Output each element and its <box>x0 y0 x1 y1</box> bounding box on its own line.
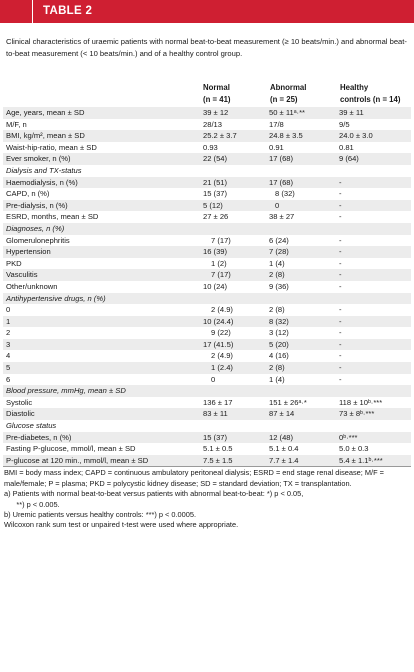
cell-normal: 2 (4.9) <box>211 305 233 315</box>
cell-healthy-controls: 39 ± 11 <box>339 108 364 117</box>
row-label: Glomerulonephritis <box>6 235 70 245</box>
cell-healthy-controls: - <box>339 339 342 349</box>
row-label: Hypertension <box>6 247 51 257</box>
cell-healthy-controls: - <box>339 247 342 257</box>
row-label: Diastolic <box>6 409 35 419</box>
cell-normal: 7.5 ± 1.5 <box>203 455 233 465</box>
cell-abnormal: 7.7 ± 1.4 <box>269 455 299 465</box>
cell-abnormal: 9 (36) <box>269 281 289 291</box>
cell-abnormal: 8 (32) <box>275 189 295 199</box>
cell-healthy-controls <box>339 420 409 432</box>
cell-abnormal: 1 (4) <box>269 374 285 384</box>
cell-healthy-controls: - <box>339 351 342 361</box>
table-row <box>3 235 411 247</box>
cell-normal: 2 (4.9) <box>211 351 233 361</box>
table-row <box>3 443 411 455</box>
table-row <box>3 188 411 200</box>
cell-abnormal: 17 (68) <box>269 177 294 187</box>
row-label: Pre-dialysis, n (%) <box>6 200 68 210</box>
cell-normal <box>203 385 269 397</box>
cell-healthy-controls: - <box>339 363 342 373</box>
header-normal-line2: (n = 41) <box>203 94 231 104</box>
cell-healthy-controls: 9/5 <box>339 119 350 129</box>
cell-healthy-controls: 73 ± 8ᵇ·*** <box>339 409 375 419</box>
cell-abnormal: 2 (8) <box>269 270 285 280</box>
row-label: Vasculitis <box>6 270 38 280</box>
table-body <box>3 107 411 466</box>
table-row <box>3 281 411 293</box>
row-label: Glucose status <box>6 421 57 431</box>
cell-normal: 9 (22) <box>211 328 231 338</box>
cell-abnormal: 50 ± 11ᵃ·** <box>269 108 305 117</box>
cell-normal: 0 <box>211 374 216 384</box>
cell-abnormal <box>269 293 339 305</box>
cell-normal <box>203 293 269 305</box>
table-footnotes <box>0 467 414 530</box>
cell-normal: 27 ± 26 <box>203 212 229 222</box>
cell-abnormal: 17/8 <box>269 119 284 129</box>
header-mark <box>10 0 33 23</box>
cell-healthy-controls <box>339 223 409 235</box>
row-label: Blood pressure, mmHg, mean ± SD <box>6 386 126 396</box>
cell-abnormal: 5.1 ± 0.4 <box>269 444 299 454</box>
table-row <box>3 130 411 142</box>
cell-healthy-controls: - <box>339 200 342 210</box>
table-row <box>3 107 411 119</box>
row-label: 2 <box>6 328 11 338</box>
cell-normal: 16 (39) <box>203 247 228 257</box>
table-header-bar <box>0 0 414 23</box>
footnote: Wilcoxon rank sum test or unpaired t-test were used where appropriate. <box>4 520 239 530</box>
cell-abnormal: 3 (12) <box>269 328 289 338</box>
cell-abnormal: 4 (16) <box>269 351 289 361</box>
cell-normal: 17 (41.5) <box>203 339 234 349</box>
table-row <box>3 142 411 154</box>
cell-abnormal: 1 (4) <box>269 258 285 268</box>
row-label: Dialysis and TX-status <box>6 165 82 175</box>
row-label: M/F, n <box>6 119 27 129</box>
cell-abnormal <box>269 385 339 397</box>
table-row <box>3 374 411 386</box>
footnote: BMI = body mass index; CAPD = continuous ambulatory peritoneal dialysis; ESRD = end stage renal disease; M/F = male/female; P = plasma; PKD = polycystic kidney disease; SD = standard deviation; TX = transplantation. <box>4 468 387 488</box>
cell-normal: 15 (37) <box>203 432 228 442</box>
table-title: TABLE 2 <box>43 5 93 17</box>
cell-healthy-controls: - <box>339 258 342 268</box>
header-healthy-controls <box>340 82 410 105</box>
cell-normal: 7 (17) <box>211 270 231 280</box>
table-row <box>3 408 411 420</box>
cell-abnormal <box>269 223 339 235</box>
table-row <box>3 397 411 409</box>
cell-normal: 21 (51) <box>203 177 228 187</box>
table-row <box>3 200 411 212</box>
row-label: 3 <box>6 339 11 349</box>
cell-normal <box>203 165 269 177</box>
table-row <box>3 304 411 316</box>
cell-abnormal <box>269 420 339 432</box>
cell-normal: 0.93 <box>203 142 218 152</box>
table <box>0 72 414 466</box>
header-label-column <box>3 82 203 105</box>
cell-healthy-controls: - <box>339 305 342 315</box>
footnote: b) Uremic patients versus healthy controls: ***) p < 0.0005. <box>4 510 197 520</box>
cell-healthy-controls <box>339 385 409 397</box>
cell-normal: 10 (24.4) <box>203 316 234 326</box>
cell-normal: 83 ± 11 <box>203 409 228 419</box>
row-label: 1 <box>6 316 11 326</box>
table-row <box>3 258 411 270</box>
table-row <box>3 177 411 189</box>
header-abnormal-line1: Abnormal <box>270 83 307 92</box>
cell-healthy-controls: - <box>339 270 342 280</box>
table-row <box>3 246 411 258</box>
header-healthy-line1: Healthy <box>340 83 369 92</box>
table-row <box>3 455 411 467</box>
cell-abnormal: 8 (32) <box>269 316 289 326</box>
header-abnormal <box>269 82 340 105</box>
cell-normal: 10 (24) <box>203 281 228 291</box>
table-row <box>3 350 411 362</box>
footnote: a) Patients with normal beat-to-beat versus patients with abnormal beat-to-beat: *) p < 0.05, <box>4 489 304 499</box>
cell-normal: 28/13 <box>203 119 223 129</box>
cell-abnormal <box>269 165 339 177</box>
row-label: Ever smoker, n (%) <box>6 154 71 164</box>
cell-normal: 5.1 ± 0.5 <box>203 444 233 454</box>
cell-normal: 5 (12) <box>203 200 223 210</box>
table-section-row <box>3 385 411 397</box>
row-label: Age, years, mean ± SD <box>6 108 85 117</box>
row-label: Pre-diabetes, n (%) <box>6 432 72 442</box>
footnote: **) p < 0.005. <box>4 499 60 509</box>
table-column-headers <box>3 72 411 107</box>
cell-abnormal: 17 (68) <box>269 154 294 164</box>
cell-normal: 1 (2) <box>211 258 227 268</box>
cell-abnormal: 2 (8) <box>269 305 285 315</box>
cell-abnormal: 6 (24) <box>269 235 289 245</box>
cell-healthy-controls: - <box>339 212 342 222</box>
cell-healthy-controls <box>339 165 409 177</box>
cell-healthy-controls: - <box>339 189 342 199</box>
cell-abnormal: 24.8 ± 3.5 <box>269 131 303 141</box>
row-label: ESRD, months, mean ± SD <box>6 212 99 222</box>
row-label: P-glucose at 120 min., mmol/l, mean ± SD <box>6 455 149 465</box>
table-section-row <box>3 293 411 305</box>
table-row <box>3 316 411 328</box>
cell-normal <box>203 223 269 235</box>
cell-abnormal: 5 (20) <box>269 339 289 349</box>
cell-abnormal: 0 <box>275 200 280 210</box>
row-label: 0 <box>6 305 11 315</box>
row-label: Waist-hip-ratio, mean ± SD <box>6 142 97 152</box>
cell-healthy-controls: - <box>339 281 342 291</box>
cell-normal: 39 ± 12 <box>203 108 229 117</box>
cell-healthy-controls <box>339 293 409 305</box>
cell-healthy-controls: 0.81 <box>339 142 354 152</box>
cell-healthy-controls: 5.4 ± 1.1ᵇ·*** <box>339 455 383 465</box>
header-abnormal-line2: (n = 25) <box>270 94 298 104</box>
table-section-row <box>3 223 411 235</box>
cell-healthy-controls: - <box>339 374 342 384</box>
row-label: Diagnoses, n (%) <box>6 223 65 233</box>
table-section-row <box>3 420 411 432</box>
cell-abnormal: 7 (28) <box>269 247 289 257</box>
header-normal-line1: Normal <box>203 83 230 92</box>
header-healthy-line2: controls (n = 14) <box>340 94 401 104</box>
row-label: BMI, kg/m², mean ± SD <box>6 131 85 141</box>
table-row <box>3 269 411 281</box>
cell-healthy-controls: 9 (64) <box>339 154 359 164</box>
table-section-row <box>3 165 411 177</box>
table-row <box>3 362 411 374</box>
cell-healthy-controls: - <box>339 316 342 326</box>
table-caption: Clinical characteristics of uraemic patients with normal beat-to-beat measurement (≥ 10 beats/min.) and abnormal beat-to-beat measurement (< 10 beats/min.) and of a healthy control group. <box>6 37 407 58</box>
table-row <box>3 153 411 165</box>
row-label: Other/unknown <box>6 281 58 291</box>
table-row <box>3 327 411 339</box>
row-label: Haemodialysis, n (%) <box>6 177 78 187</box>
cell-normal: 7 (17) <box>211 235 231 245</box>
table-row <box>3 119 411 131</box>
row-label: 5 <box>6 363 11 373</box>
cell-abnormal: 2 (8) <box>269 363 285 373</box>
cell-abnormal: 0.91 <box>269 142 284 152</box>
row-label: 6 <box>6 374 11 384</box>
header-normal <box>203 82 269 105</box>
table-row <box>3 432 411 444</box>
cell-normal: 136 ± 17 <box>203 397 233 407</box>
row-label: Fasting P-glucose, mmol/l, mean ± SD <box>6 444 136 454</box>
row-label: Systolic <box>6 397 33 407</box>
cell-healthy-controls: 0ᵇ·*** <box>339 432 358 442</box>
cell-healthy-controls: - <box>339 177 342 187</box>
cell-normal: 15 (37) <box>203 189 228 199</box>
cell-healthy-controls: 24.0 ± 3.0 <box>339 131 373 141</box>
row-label: Antihypertensive drugs, n (%) <box>6 293 106 303</box>
cell-abnormal: 38 ± 27 <box>269 212 295 222</box>
row-label: CAPD, n (%) <box>6 189 50 199</box>
cell-normal <box>203 420 269 432</box>
table-row <box>3 339 411 351</box>
row-label: PKD <box>6 258 22 268</box>
table-row <box>3 211 411 223</box>
cell-healthy-controls: - <box>339 235 342 245</box>
cell-normal: 25.2 ± 3.7 <box>203 131 237 141</box>
cell-normal: 22 (54) <box>203 154 228 164</box>
row-label: 4 <box>6 351 11 361</box>
cell-normal: 1 (2.4) <box>211 363 233 373</box>
cell-healthy-controls: - <box>339 328 342 338</box>
cell-healthy-controls: 118 ± 10ᵇ·*** <box>339 397 383 407</box>
cell-healthy-controls: 5.0 ± 0.3 <box>339 444 369 454</box>
cell-abnormal: 12 (48) <box>269 432 294 442</box>
cell-abnormal: 151 ± 26ᵃ·* <box>269 397 307 407</box>
cell-abnormal: 87 ± 14 <box>269 409 295 419</box>
